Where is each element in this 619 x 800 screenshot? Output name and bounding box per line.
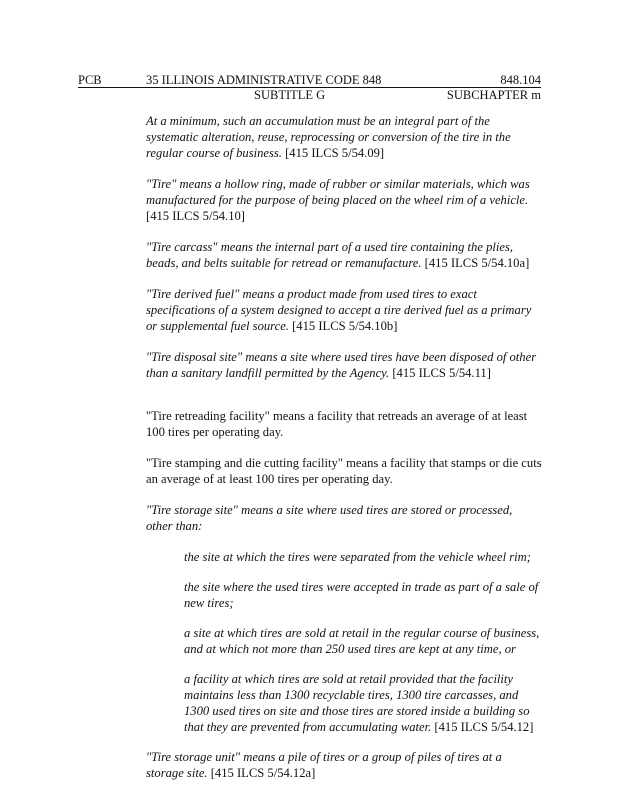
definition-paragraph bbox=[146, 349, 542, 381]
statute-citation: [415 ILCS 5/54.10b] bbox=[288, 319, 398, 333]
definition-text: "Tire" means a hollow ring, made of rubber or similar materials, which was manufactured for the purpose of being placed on the wheel rim of a vehicle. bbox=[146, 177, 530, 207]
definition-text: "Tire storage unit" means a pile of tires or a group of piles of tires at a storage site. bbox=[146, 750, 502, 780]
exception-text: a facility at which tires are sold at retail provided that the facility maintains less than 1300 recyclable tires, 1300 tire carcasses, and 1300 used tires on site and those tires are stored inside a building so that they are prevented from accumulating water. bbox=[184, 672, 530, 734]
statute-citation: [415 ILCS 5/54.10] bbox=[146, 209, 245, 223]
header-agency: PCB bbox=[78, 73, 102, 87]
exception-item bbox=[184, 671, 540, 735]
header-subchapter: SUBCHAPTER m bbox=[446, 88, 541, 102]
definition-text: "Tire disposal site" means a site where used tires have been disposed of other than a sanitary landfill permitted by the Agency. bbox=[146, 350, 537, 380]
exception-item bbox=[184, 549, 540, 565]
statute-citation: [415 ILCS 5/54.11] bbox=[389, 366, 491, 380]
exception-text: the site where the used tires were accepted in trade as part of a sale of new tires; bbox=[184, 580, 539, 610]
statute-citation: [415 ILCS 5/54.12a] bbox=[207, 766, 316, 780]
definition-paragraph bbox=[146, 455, 542, 487]
definition-paragraph bbox=[146, 239, 542, 271]
definition-paragraph bbox=[146, 502, 542, 534]
document-body bbox=[146, 113, 542, 796]
definition-text: "Tire storage site" means a site where used tires are stored or processed, other than: bbox=[146, 503, 513, 533]
exception-item bbox=[184, 579, 540, 611]
definition-paragraph bbox=[146, 286, 542, 334]
header-section-number: 848.104 bbox=[500, 73, 541, 87]
definition-text: "Tire derived fuel" means a product made from used tires to exact specifications of a system designed to accept a tire derived fuel as a primary or supplemental fuel source. bbox=[146, 287, 532, 333]
definition-paragraph bbox=[146, 176, 542, 224]
definition-text: "Tire stamping and die cutting facility" means a facility that stamps or die cuts an average of at least 100 tires per operating day. bbox=[146, 456, 542, 486]
definition-paragraph bbox=[146, 408, 542, 440]
statute-citation: [415 ILCS 5/54.12] bbox=[431, 720, 534, 734]
header-code-title: 35 ILLINOIS ADMINISTRATIVE CODE 848 bbox=[146, 73, 382, 87]
header-subtitle: SUBTITLE G bbox=[254, 88, 326, 102]
definition-text: "Tire retreading facility" means a facility that retreads an average of at least 100 tires per operating day. bbox=[146, 409, 528, 439]
exception-text: the site at which the tires were separated from the vehicle wheel rim; bbox=[184, 550, 531, 564]
statute-citation: [415 ILCS 5/54.09] bbox=[281, 146, 385, 160]
exception-text: a site at which tires are sold at retail in the regular course of business, and at which not more than 250 used tires are kept at any time, or bbox=[184, 626, 540, 656]
definition-paragraph bbox=[146, 113, 542, 161]
exception-item bbox=[184, 625, 540, 657]
definition-text: "Tire carcass" means the internal part of a used tire containing the plies, beads, and belts suitable for retread or remanufacture. bbox=[146, 240, 514, 270]
definition-paragraph bbox=[146, 749, 542, 781]
definition-text: At a minimum, such an accumulation must be an integral part of the systematic alteration, reuse, reprocessing or conversion of the tire in the regular course of business. bbox=[146, 114, 511, 160]
statute-citation: [415 ILCS 5/54.10a] bbox=[421, 256, 530, 270]
